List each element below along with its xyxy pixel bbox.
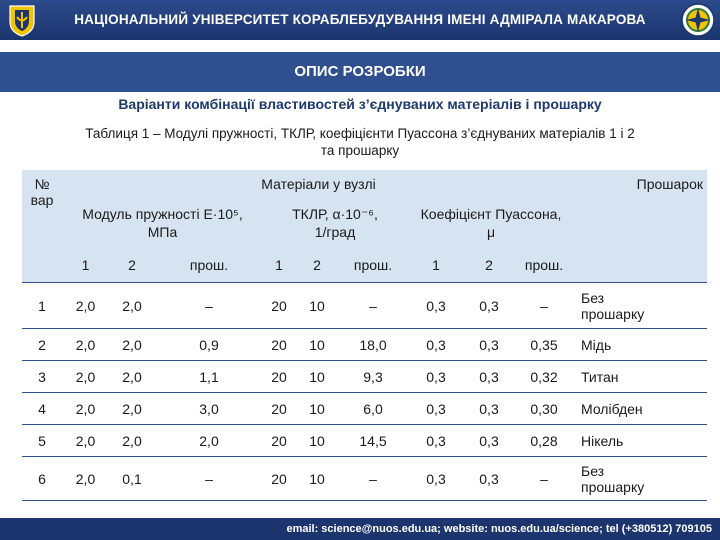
cell-interlayer: [575, 457, 707, 501]
cell-interlayer: [575, 329, 707, 361]
cell-mp: 0,32: [513, 361, 575, 393]
table-row: [22, 361, 707, 393]
interlayer-header: Прошарок: [575, 170, 707, 283]
cell-m1: 0,3: [407, 283, 465, 329]
interlayer-label-1: Титан: [581, 368, 619, 385]
sub-header-e2: 2: [109, 248, 155, 283]
cell-ep: 3,0: [155, 393, 263, 425]
modulus-label-1: Модуль пружності E·10⁵,: [82, 206, 243, 222]
cell-m2: 0,3: [465, 361, 513, 393]
row-number: 4: [22, 393, 62, 425]
header-row-1: [22, 170, 707, 198]
cell-ap: –: [339, 283, 407, 329]
cell-m2: 0,3: [465, 457, 513, 501]
caption-line-2: та прошарку: [320, 143, 400, 158]
modulus-group-header: [62, 198, 263, 248]
cell-e2: 2,0: [109, 329, 155, 361]
sub-header-a2: 2: [295, 248, 339, 283]
section-title: ОПИС РОЗРОБКИ: [294, 63, 426, 80]
cell-ep: 0,9: [155, 329, 263, 361]
cell-m2: 0,3: [465, 425, 513, 457]
cell-ap: –: [339, 457, 407, 501]
cell-mp: –: [513, 457, 575, 501]
sub-header-m1: 1: [407, 248, 465, 283]
table-row: [22, 457, 707, 501]
table-row: [22, 283, 707, 329]
cell-a2: 10: [295, 457, 339, 501]
row-number: 3: [22, 361, 62, 393]
cell-m1: 0,3: [407, 457, 465, 501]
cell-a2: 10: [295, 393, 339, 425]
cell-a1: 20: [263, 457, 295, 501]
cell-ap: 9,3: [339, 361, 407, 393]
interlayer-label-2: прошарку: [581, 305, 645, 322]
cell-e1: 2,0: [62, 361, 109, 393]
cell-e2: 2,0: [109, 361, 155, 393]
top-header: [0, 0, 720, 40]
cell-e1: 2,0: [62, 393, 109, 425]
col-number-label-2: вар: [30, 192, 54, 208]
col-number-header: [22, 170, 62, 283]
tklr-label-1: ТКЛР, α·10⁻⁶,: [292, 206, 378, 222]
cell-ep: 1,1: [155, 361, 263, 393]
poisson-label-1: Коефіцієнт Пуассона,: [420, 206, 562, 222]
cell-m2: 0,3: [465, 393, 513, 425]
sub-header-mp: прош.: [513, 248, 575, 283]
cell-mp: 0,35: [513, 329, 575, 361]
cell-e1: 2,0: [62, 283, 109, 329]
interlayer-label-2: прошарку: [581, 478, 645, 495]
caption-line-1: Таблиця 1 – Модулі пружності, ТКЛР, коефіцієнти Пуассона з’єднуваних матеріалів 1 і 2: [85, 126, 635, 141]
cell-interlayer: [575, 283, 707, 329]
university-crest-icon: [4, 2, 40, 38]
interlayer-label-1: Молібден: [581, 400, 643, 417]
properties-table: [22, 170, 707, 501]
row-number: 1: [22, 283, 62, 329]
sub-header-a1: 1: [263, 248, 295, 283]
cell-a1: 20: [263, 329, 295, 361]
table-caption: [40, 125, 680, 159]
cell-m1: 0,3: [407, 393, 465, 425]
sub-header-e1: 1: [62, 248, 109, 283]
compass-star-emblem-icon: [680, 2, 716, 38]
interlayer-label-1: Нікель: [581, 432, 624, 449]
cell-m2: 0,3: [465, 283, 513, 329]
cell-interlayer: [575, 361, 707, 393]
cell-mp: 0,28: [513, 425, 575, 457]
table-row: [22, 393, 707, 425]
cell-ep: –: [155, 457, 263, 501]
cell-a1: 20: [263, 393, 295, 425]
modulus-label-2: МПа: [147, 224, 178, 240]
university-name: НАЦІОНАЛЬНИЙ УНІВЕРСИТЕТ КОРАБЛЕБУДУВАННЯ ІМЕНІ АДМІРАЛА МАКАРОВА: [74, 12, 646, 27]
materials-header: Матеріали у вузлі: [62, 170, 575, 198]
cell-e2: 2,0: [109, 393, 155, 425]
cell-ep: 2,0: [155, 425, 263, 457]
cell-m1: 0,3: [407, 361, 465, 393]
poisson-group-header: [407, 198, 575, 248]
sub-header-m2: 2: [465, 248, 513, 283]
table-row: [22, 329, 707, 361]
contact-info: email: science@nuos.edu.ua; website: nuos.edu.ua/science; tel (+380512) 709105: [286, 523, 712, 535]
cell-mp: 0,30: [513, 393, 575, 425]
cell-e1: 2,0: [62, 457, 109, 501]
cell-ap: 18,0: [339, 329, 407, 361]
cell-a2: 10: [295, 361, 339, 393]
cell-e1: 2,0: [62, 329, 109, 361]
tklr-label-2: 1/град: [314, 224, 356, 240]
cell-e1: 2,0: [62, 425, 109, 457]
cell-a1: 20: [263, 283, 295, 329]
row-number: 2: [22, 329, 62, 361]
cell-m2: 0,3: [465, 329, 513, 361]
cell-ep: –: [155, 283, 263, 329]
row-number: 6: [22, 457, 62, 501]
cell-m1: 0,3: [407, 329, 465, 361]
sub-header-ap: прош.: [339, 248, 407, 283]
cell-mp: –: [513, 283, 575, 329]
tklr-group-header: [263, 198, 407, 248]
interlayer-label-1: Без: [581, 289, 605, 306]
cell-a1: 20: [263, 425, 295, 457]
interlayer-label-1: Мідь: [581, 336, 612, 353]
cell-a2: 10: [295, 329, 339, 361]
interlayer-label-1: Без: [581, 462, 605, 479]
row-number: 5: [22, 425, 62, 457]
cell-m1: 0,3: [407, 425, 465, 457]
content-subtitle: Варіанти комбінації властивостей з’єднуваних матеріалів і прошарку: [118, 96, 602, 112]
cell-a2: 10: [295, 425, 339, 457]
cell-e2: 0,1: [109, 457, 155, 501]
poisson-label-2: μ: [486, 224, 496, 240]
cell-interlayer: [575, 425, 707, 457]
cell-ap: 14,5: [339, 425, 407, 457]
footer-bar: [0, 518, 720, 540]
cell-e2: 2,0: [109, 283, 155, 329]
table-row: [22, 425, 707, 457]
sub-header-ep: прош.: [155, 248, 263, 283]
cell-a2: 10: [295, 283, 339, 329]
cell-a1: 20: [263, 361, 295, 393]
col-number-label-1: №: [34, 176, 50, 192]
section-bar: [0, 52, 720, 92]
cell-interlayer: [575, 393, 707, 425]
cell-ap: 6,0: [339, 393, 407, 425]
cell-e2: 2,0: [109, 425, 155, 457]
